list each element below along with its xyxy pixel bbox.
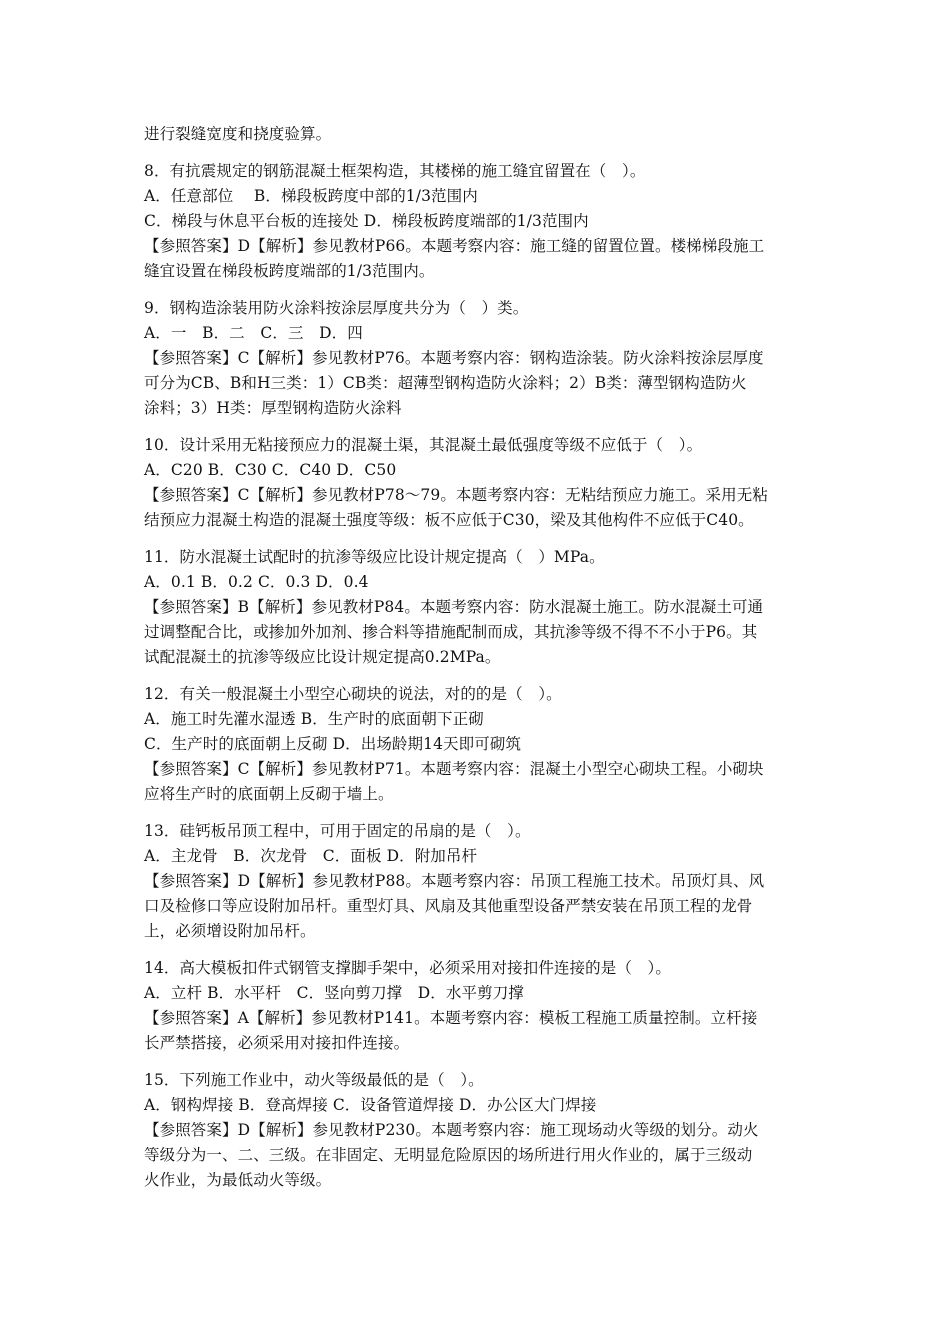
question-option: C．生产时的底面朝上反砌 D．出场龄期14天即可砌筑 (144, 735, 522, 753)
question-option: A．钢构焊接 B．登高焊接 C．设备管道焊接 D．办公区大门焊接 (144, 1096, 597, 1114)
answer-line: 可分为CB、B和H三类：1）CB类：超薄型钢构造防火涂料；2）B类：薄型钢构造防火 (144, 374, 747, 392)
question-11 (144, 545, 808, 670)
question-stem: 11．防水混凝土试配时的抗渗等级应比设计规定提高（ ）MPa。 (144, 548, 605, 566)
question-stem: 14．高大模板扣件式钢管支撑脚手架中，必须采用对接扣件连接的是（ ）。 (144, 959, 671, 977)
question-option: A．一 B．二 C．三 D．四 (144, 324, 363, 342)
answer-line: 应将生产时的底面朝上反砌于墙上。 (144, 785, 394, 803)
question-option: A．施工时先灌水湿透 B．生产时的底面朝下正砌 (144, 710, 484, 728)
question-stem: 10．设计采用无粘接预应力的混凝土渠，其混凝土最低强度等级不应低于（ ）。 (144, 436, 703, 454)
answer-line: 【参照答案】D【解析】参见教材P88。本题考察内容：吊顶工程施工技术。吊顶灯具、风 (144, 872, 765, 890)
answer-line: 涂料；3）H类：厚型钢构造防火涂料 (144, 399, 402, 417)
question-stem: 13．硅钙板吊顶工程中，可用于固定的吊扇的是（ ）。 (144, 822, 531, 840)
answer-line: 等级分为一、二、三级。在非固定、无明显危险原因的场所进行用火作业的，属于三级动 (144, 1146, 753, 1164)
question-option: A．0.1 B．0.2 C．0.3 D．0.4 (144, 573, 369, 591)
answer-line: 【参照答案】D【解析】参见教材P66。本题考察内容：施工缝的留置位置。楼梯梯段施工 (144, 237, 765, 255)
question-stem: 15．下列施工作业中，动火等级最低的是（ ）。 (144, 1071, 484, 1089)
intro-paragraph (144, 122, 808, 147)
question-option: A．C20 B．C30 C．C40 D．C50 (144, 461, 397, 479)
question-option: A．任意部位 B．梯段板跨度中部的1/3范围内 (144, 187, 478, 205)
intro-line: 进行裂缝宽度和挠度验算。 (144, 125, 332, 143)
question-stem: 12．有关一般混凝土小型空心砌块的说法，对的的是（ ）。 (144, 685, 562, 703)
question-14 (144, 956, 808, 1056)
answer-line: 缝宜设置在梯段板跨度端部的1/3范围内。 (144, 262, 435, 280)
question-option: C．梯段与休息平台板的连接处 D．梯段板跨度端部的1/3范围内 (144, 212, 589, 230)
question-stem: 9．钢构造涂装用防火涂料按涂层厚度共分为（ ）类。 (144, 299, 529, 317)
question-15 (144, 1068, 808, 1193)
answer-line: 长严禁搭接，必须采用对接扣件连接。 (144, 1034, 410, 1052)
answer-line: 口及检修口等应设附加吊杆。重型灯具、风扇及其他重型设备严禁安装在吊顶工程的龙骨 (144, 897, 753, 915)
answer-line: 【参照答案】C【解析】参见教材P78～79。本题考察内容：无粘结预应力施工。采用无粘 (144, 486, 768, 504)
question-10 (144, 433, 808, 533)
answer-line: 【参照答案】C【解析】参见教材P71。本题考察内容：混凝土小型空心砌块工程。小砌块 (144, 760, 764, 778)
question-13 (144, 819, 808, 944)
answer-line: 火作业，为最低动火等级。 (144, 1171, 332, 1189)
answer-line: 【参照答案】D【解析】参见教材P230。本题考察内容：施工现场动火等级的划分。动火 (144, 1121, 759, 1139)
question-option: A．主龙骨 B．次龙骨 C．面板 D．附加吊杆 (144, 847, 478, 865)
answer-line: 结预应力混凝土构造的混凝土强度等级：板不应低于C30，梁及其他构件不应低于C40。 (144, 511, 754, 529)
answer-line: 【参照答案】C【解析】参见教材P76。本题考察内容：钢构造涂装。防火涂料按涂层厚度 (144, 349, 764, 367)
question-8 (144, 159, 808, 284)
question-12 (144, 682, 808, 807)
answer-line: 【参照答案】A【解析】参见教材P141。本题考察内容：模板工程施工质量控制。立杆接 (144, 1009, 758, 1027)
answer-line: 试配混凝土的抗渗等级应比设计规定提高0.2MPa。 (144, 648, 501, 666)
question-option: A．立杆 B．水平杆 C．竖向剪刀撑 D．水平剪刀撑 (144, 984, 524, 1002)
answer-line: 【参照答案】B【解析】参见教材P84。本题考察内容：防水混凝土施工。防水混凝土可通 (144, 598, 764, 616)
answer-line: 过调整配合比，或掺加外加剂、掺合料等措施配制而成，其抗渗等级不得不不小于P6。其 (144, 623, 758, 641)
question-9 (144, 296, 808, 421)
answer-line: 上，必须增设附加吊杆。 (144, 922, 316, 940)
document-body (144, 122, 808, 1205)
question-stem: 8．有抗震规定的钢筋混凝土框架构造，其楼梯的施工缝宜留置在（ ）。 (144, 162, 646, 180)
